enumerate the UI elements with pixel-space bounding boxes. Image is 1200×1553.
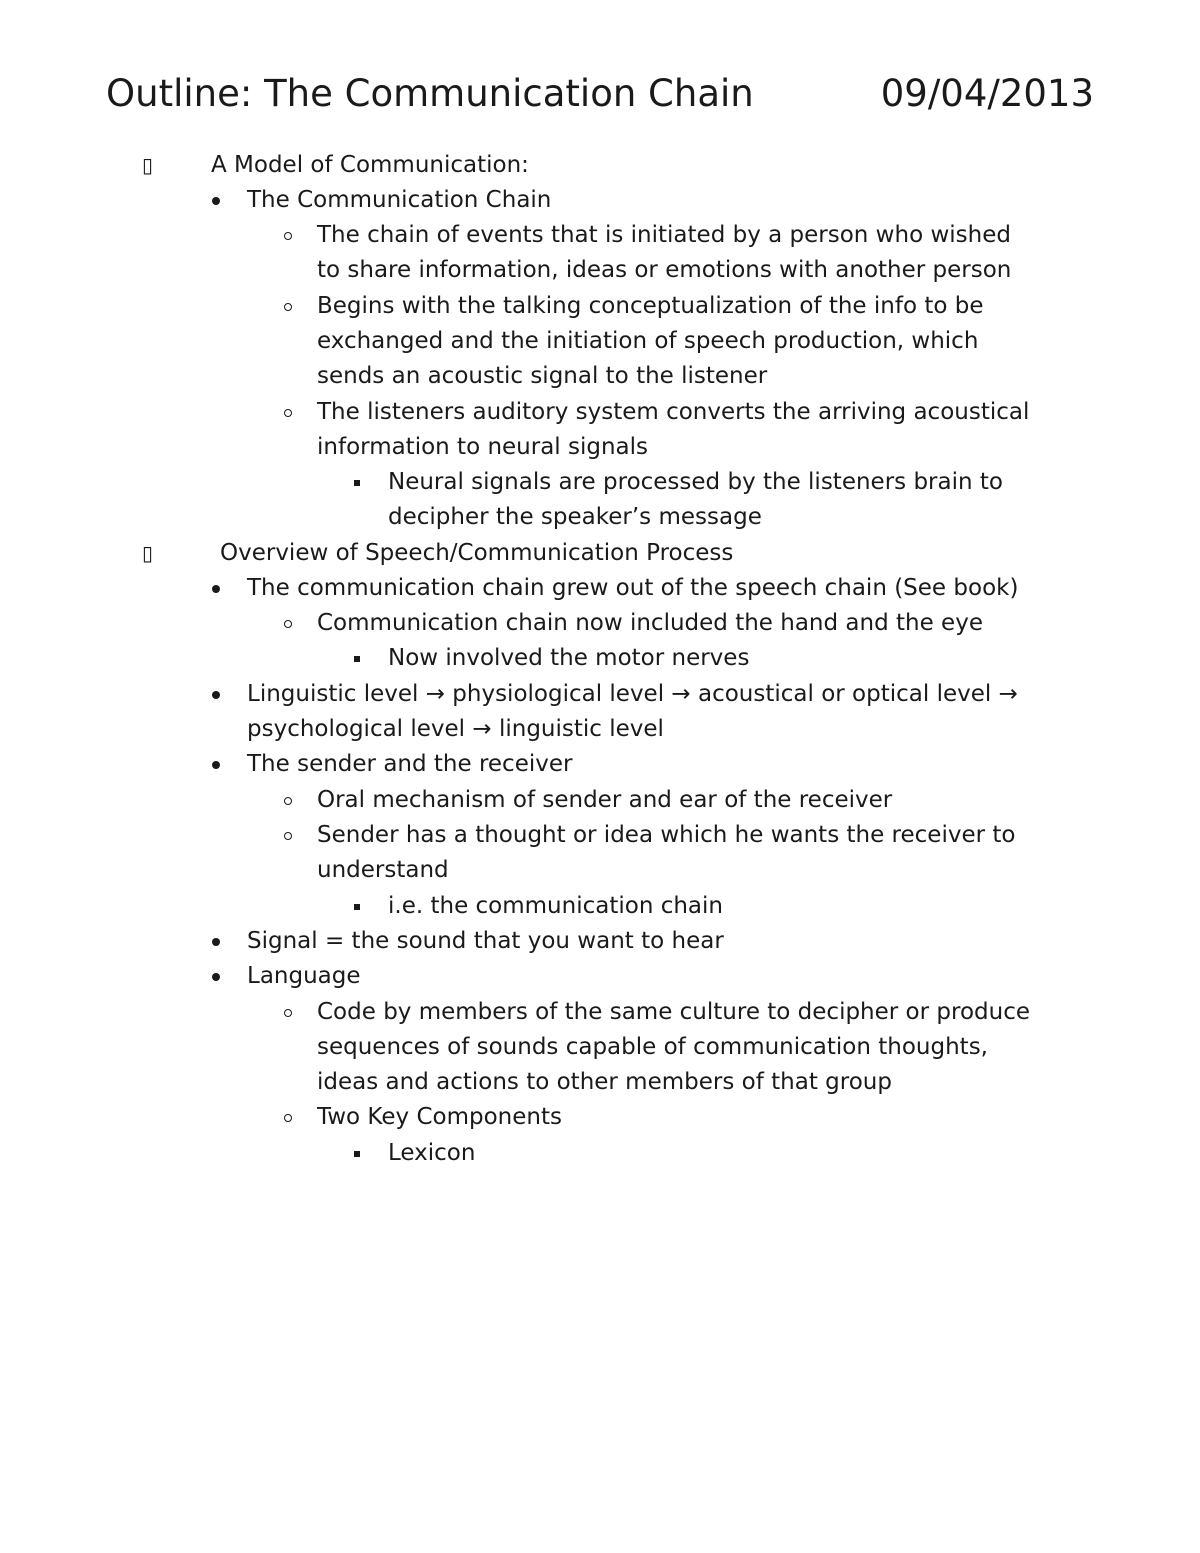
bullet-square-icon: [354, 480, 360, 486]
outline-item: Neural signals are processed by the listeners brain to: [388, 469, 1003, 495]
outline-item-continued: understand: [317, 857, 449, 883]
outline-item: Linguistic level → physiological level → acoustical or optical level →: [247, 681, 1018, 707]
bullet-square-icon: [354, 656, 360, 662]
outline-item-continued: to share information, ideas or emotions with another person: [317, 257, 1012, 283]
outline-item: Code by members of the same culture to decipher or produce: [317, 999, 1030, 1025]
outline-item: Begins with the talking conceptualization of the info to be: [317, 293, 984, 319]
outline-item: Lexicon: [388, 1140, 476, 1166]
section-marker-icon: ▯: [142, 541, 154, 565]
outline-item-continued: decipher the speaker’s message: [388, 504, 762, 530]
outline-item: The chain of events that is initiated by a person who wished: [317, 222, 1011, 248]
bullet-square-icon: [354, 904, 360, 910]
bullet-circle-icon: [284, 1009, 292, 1017]
bullet-circle-icon: [284, 409, 292, 417]
bullet-circle-icon: [284, 832, 292, 840]
bullet-circle-icon: [284, 232, 292, 240]
bullet-disc-icon: [212, 197, 220, 205]
outline-item-continued: information to neural signals: [317, 434, 649, 460]
outline-item: Sender has a thought or idea which he wants the receiver to: [317, 822, 1016, 848]
bullet-circle-icon: [284, 1114, 292, 1122]
outline-item: Communication chain now included the hand and the eye: [317, 610, 983, 636]
bullet-circle-icon: [284, 797, 292, 805]
document-title: Outline: The Communication Chain: [106, 72, 754, 115]
outline-item: The Communication Chain: [247, 187, 552, 213]
outline-item: Oral mechanism of sender and ear of the receiver: [317, 787, 893, 813]
outline-item-continued: psychological level → linguistic level: [247, 716, 664, 742]
outline-item: The listeners auditory system converts the arriving acoustical: [317, 399, 1030, 425]
outline-item: Language: [247, 963, 361, 989]
outline-item-continued: sends an acoustic signal to the listener: [317, 363, 768, 389]
outline-item-continued: ideas and actions to other members of that group: [317, 1069, 892, 1095]
bullet-disc-icon: [212, 938, 220, 946]
bullet-disc-icon: [212, 585, 220, 593]
outline-item: Signal = the sound that you want to hear: [247, 928, 724, 954]
outline-item: The sender and the receiver: [247, 751, 573, 777]
outline-item-continued: exchanged and the initiation of speech production, which: [317, 328, 979, 354]
bullet-circle-icon: [284, 620, 292, 628]
document-header: [106, 70, 1094, 120]
bullet-disc-icon: [212, 973, 220, 981]
bullet-disc-icon: [212, 761, 220, 769]
outline-item: Now involved the motor nerves: [388, 645, 750, 671]
document-date: 09/04/2013: [880, 72, 1094, 115]
outline-item-continued: sequences of sounds capable of communication thoughts,: [317, 1034, 988, 1060]
bullet-square-icon: [354, 1151, 360, 1157]
bullet-circle-icon: [284, 303, 292, 311]
outline-item: The communication chain grew out of the speech chain (See book): [247, 575, 1019, 601]
outline-heading: Overview of Speech/Communication Process: [220, 540, 734, 566]
outline-item: i.e. the communication chain: [388, 893, 723, 919]
outline-heading: A Model of Communication:: [211, 152, 529, 178]
outline-item: Two Key Components: [317, 1104, 562, 1130]
bullet-disc-icon: [212, 691, 220, 699]
section-marker-icon: ▯: [142, 153, 154, 177]
